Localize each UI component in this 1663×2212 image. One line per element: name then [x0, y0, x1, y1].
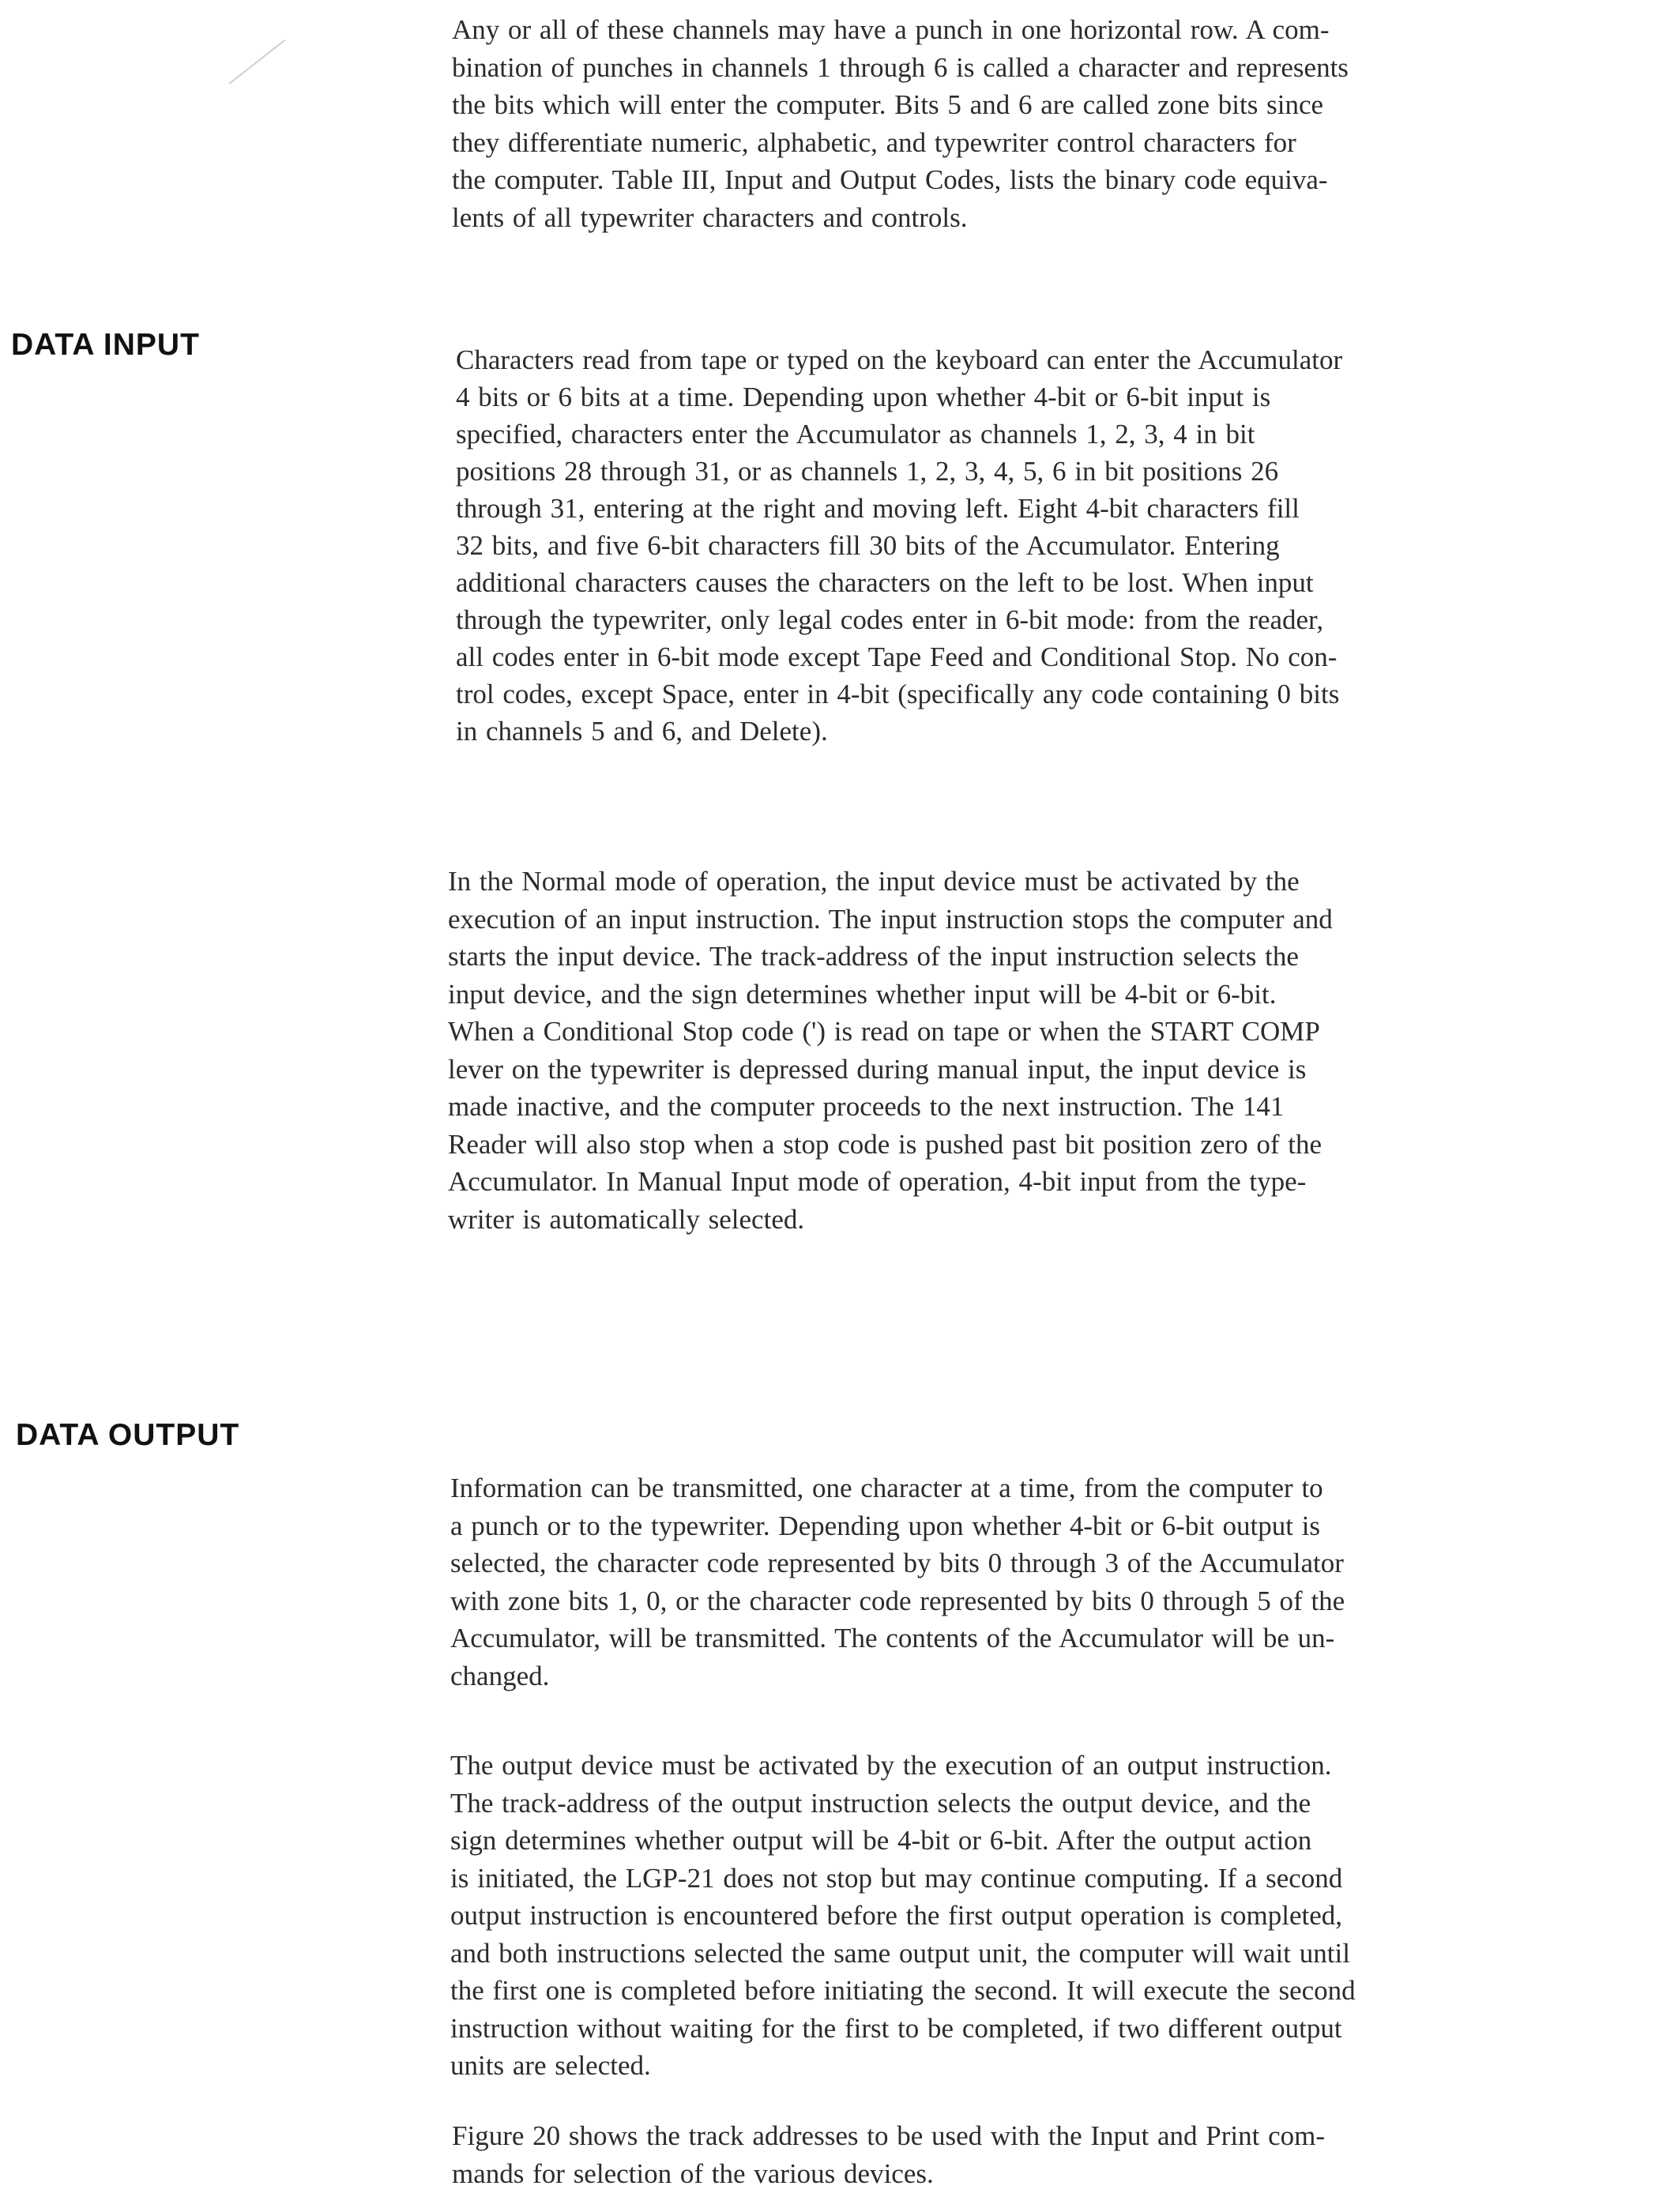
- text-line: input device, and the sign determines whether input will be 4-bit or 6-bit.: [448, 978, 1277, 1010]
- text-line: bination of punches in channels 1 through 6 is called a character and represents: [452, 51, 1349, 83]
- text-line: the bits which will enter the computer. Bits 5 and 6 are called zone bits since: [452, 89, 1324, 120]
- text-line: and both instructions selected the same output unit, the computer will wait until: [450, 1937, 1350, 1969]
- text-line: 32 bits, and five 6-bit characters fill 30 bits of the Accumulator. Entering: [456, 530, 1280, 561]
- text-line: When a Conditional Stop code (') is read on tape or when the START COMP: [448, 1016, 1320, 1047]
- text-line: the computer. Table III, Input and Output Codes, lists the binary code equiva-: [452, 164, 1328, 195]
- section-heading-data-output: DATA OUTPUT: [16, 1418, 240, 1452]
- section-heading-data-input: DATA INPUT: [11, 328, 200, 362]
- data-input-paragraph-1: [456, 341, 1342, 750]
- text-line: trol codes, except Space, enter in 4-bit (specifically any code containing 0 bits: [456, 679, 1340, 709]
- text-line: instruction without waiting for the first to be completed, if two different output: [450, 2012, 1342, 2044]
- data-output-paragraph-2: [450, 1747, 1356, 2085]
- text-line: through 31, entering at the right and moving left. Eight 4-bit characters fill: [456, 493, 1300, 524]
- text-line: lents of all typewriter characters and controls.: [452, 201, 968, 233]
- text-line: 4 bits or 6 bits at a time. Depending upon whether 4-bit or 6-bit input is: [456, 382, 1271, 412]
- text-line: sign determines whether output will be 4-bit or 6-bit. After the output action: [450, 1825, 1312, 1856]
- text-line: selected, the character code represented by bits 0 through 3 of the Accumulator: [450, 1548, 1344, 1578]
- text-line: starts the input device. The track-address of the input instruction selects the: [448, 941, 1299, 972]
- data-output-paragraph-1: [450, 1469, 1345, 1695]
- text-line: The output device must be activated by the execution of an output instruction.: [450, 1750, 1332, 1781]
- text-line: the first one is completed before initiating the second. It will execute the second: [450, 1975, 1356, 2006]
- text-line: lever on the typewriter is depressed during manual input, the input device is: [448, 1053, 1307, 1085]
- data-input-paragraph-2: [448, 863, 1333, 1238]
- text-line: specified, characters enter the Accumulator as channels 1, 2, 3, 4 in bit: [456, 419, 1255, 450]
- text-line: all codes enter in 6-bit mode except Tape Feed and Conditional Stop. No con-: [456, 641, 1338, 672]
- text-line: mands for selection of the various devices.: [452, 2157, 934, 2189]
- intro-paragraph: [452, 11, 1349, 236]
- text-line: execution of an input instruction. The input instruction stops the computer and: [448, 903, 1333, 935]
- text-line: with zone bits 1, 0, or the character code represented by bits 0 through 5 of the: [450, 1585, 1345, 1616]
- text-line: Reader will also stop when a stop code is pushed past bit position zero of the: [448, 1128, 1322, 1160]
- text-line: made inactive, and the computer proceeds to the next instruction. The 141: [448, 1091, 1285, 1122]
- data-output-paragraph-3: [452, 2117, 1325, 2192]
- text-line: Any or all of these channels may have a punch in one horizontal row. A com-: [452, 14, 1330, 45]
- text-line: In the Normal mode of operation, the input device must be activated by the: [448, 866, 1300, 897]
- text-line: positions 28 through 31, or as channels 1, 2, 3, 4, 5, 6 in bit positions 26: [456, 456, 1279, 487]
- text-line: they differentiate numeric, alphabetic, and typewriter control characters for: [452, 126, 1296, 158]
- text-line: through the typewriter, only legal codes enter in 6-bit mode: from the reader,: [456, 604, 1324, 635]
- text-line: is initiated, the LGP-21 does not stop but may continue computing. If a second: [450, 1862, 1343, 1894]
- text-line: Accumulator. In Manual Input mode of operation, 4-bit input from the type-: [448, 1166, 1307, 1197]
- text-line: Characters read from tape or typed on the keyboard can enter the Accumulator: [456, 344, 1343, 375]
- text-line: The track-address of the output instruction selects the output device, and the: [450, 1787, 1311, 1819]
- text-line: changed.: [450, 1660, 550, 1691]
- text-line: writer is automatically selected.: [448, 1203, 805, 1235]
- stray-pencil-mark: [228, 40, 285, 85]
- text-line: a punch or to the typewriter. Depending upon whether 4-bit or 6-bit output is: [450, 1510, 1321, 1541]
- text-line: Accumulator, will be transmitted. The contents of the Accumulator will be un-: [450, 1623, 1335, 1653]
- text-line: output instruction is encountered before the first output operation is completed,: [450, 1900, 1343, 1931]
- text-line: in channels 5 and 6, and Delete).: [456, 716, 828, 747]
- text-line: additional characters causes the characters on the left to be lost. When input: [456, 567, 1314, 598]
- text-line: Figure 20 shows the track addresses to be used with the Input and Print com-: [452, 2120, 1326, 2151]
- text-line: units are selected.: [450, 2050, 651, 2081]
- text-line: Information can be transmitted, one character at a time, from the computer to: [450, 1473, 1323, 1503]
